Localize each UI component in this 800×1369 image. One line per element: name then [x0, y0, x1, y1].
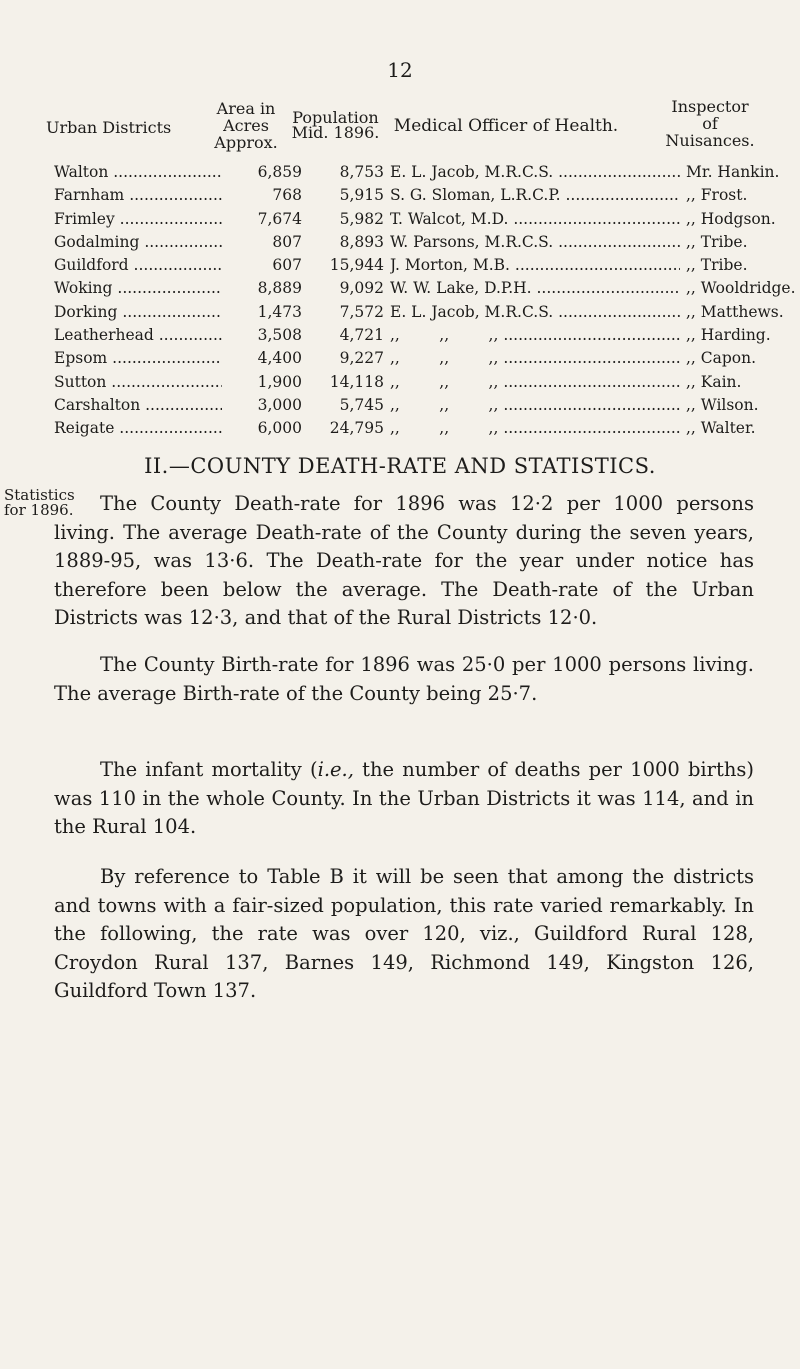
table-row — [54, 396, 784, 419]
district-cell: Reigate ..... — [54, 419, 222, 437]
area-cell: 6,000 — [257, 419, 302, 438]
district-cell: Godalming ..... — [54, 233, 222, 251]
inspector-cell: ,, Walter. — [686, 419, 756, 438]
population-cell: 7,572 — [339, 302, 384, 321]
area-cell: 1,473 — [257, 302, 302, 321]
area-cell: 3,000 — [257, 395, 302, 414]
medical-officer-cell: E. L. Jacob, M.R.C.S. ..... — [390, 163, 680, 181]
header-population-line: Mid. 1896. — [291, 123, 380, 142]
inspector-cell: ,, Capon. — [686, 349, 757, 368]
margin-note-line: for 1896. — [4, 501, 74, 519]
population-cell: 4,721 — [339, 326, 384, 345]
header-inspector-line: of — [702, 114, 718, 133]
area-cell: 7,674 — [257, 209, 302, 228]
table-row — [54, 163, 784, 186]
area-cell: 1,900 — [257, 372, 302, 391]
medical-officer-cell: E. L. Jacob, M.R.C.S. ..... — [390, 303, 680, 321]
population-cell: 9,092 — [339, 279, 384, 298]
paragraph-infant-mortality — [54, 756, 754, 842]
area-cell: 607 — [272, 256, 302, 275]
medical-officer-cell: S. G. Sloman, L.R.C.P. ..... — [390, 186, 680, 204]
district-cell: Guildford ..... — [54, 256, 222, 274]
table-row — [54, 186, 784, 209]
header-population — [288, 110, 383, 140]
paragraph-death-rate: The County Death-rate for 1896 was 12·2 per 1000 persons living. The average Death-rate of the County during the seven years, 1889-95, was 13·6. The Death-rate for the year under notice has therefore been below the average. The Death-rate of the Urban Districts was 12·3, and that of the Rural Districts 12·0. — [54, 492, 754, 630]
inspector-cell: ,, Frost. — [686, 186, 748, 205]
district-cell: Epsom ..... — [54, 349, 222, 367]
inspector-cell: ,, Wilson. — [686, 395, 759, 414]
population-cell: 15,944 — [329, 256, 384, 275]
district-cell: Sutton ..... — [54, 373, 222, 391]
population-cell: 9,227 — [339, 349, 384, 368]
inspector-cell: ,, Tribe. — [686, 232, 748, 251]
inspector-cell: ,, Matthews. — [686, 302, 784, 321]
population-cell: 5,915 — [339, 186, 384, 205]
population-cell: 24,795 — [329, 419, 384, 438]
header-population-line: Population — [292, 108, 379, 127]
header-inspector-line: Nuisances. — [665, 131, 755, 150]
area-cell: 3,508 — [257, 326, 302, 345]
header-area — [196, 100, 296, 151]
page-number: 12 — [387, 58, 413, 82]
paragraph-table-b: By reference to Table B it will be seen that among the districts and towns with a fair-sized population, this rate varied remarkably. In the following, the rate was over 120, viz., Guildford Rural 128, Croydon Rural 137, Barnes 149, Richmond 149, Kingston 126, Guildford Town 137. — [54, 865, 754, 1003]
district-cell: Leatherhead ..... — [54, 326, 222, 344]
population-cell: 5,745 — [339, 395, 384, 414]
medical-officer-cell: W. Parsons, M.R.C.S. ..... — [390, 233, 680, 251]
table-row — [54, 303, 784, 326]
population-cell: 8,893 — [339, 232, 384, 251]
medical-officer-cell: W. W. Lake, D.P.H. ..... — [390, 279, 680, 297]
p3-text-start: The infant mortality ( — [100, 758, 318, 781]
population-cell: 5,982 — [339, 209, 384, 228]
area-cell: 8,889 — [257, 279, 302, 298]
inspector-cell: Mr. Hankin. — [686, 163, 780, 181]
district-cell: Woking ..... — [54, 279, 222, 297]
p3-italic: i.e., — [317, 758, 354, 781]
medical-officer-cell: ,, ,, ,, ..... — [390, 349, 680, 367]
paragraph-birth-rate: The County Birth-rate for 1896 was 25·0 per 1000 persons living. The average Birth-rate of the County being 25·7. — [54, 653, 754, 705]
medical-officer-cell: ,, ,, ,, ..... — [390, 396, 680, 414]
district-cell: Dorking ..... — [54, 303, 222, 321]
area-cell: 768 — [272, 186, 302, 205]
medical-officer-cell: ,, ,, ,, ..... — [390, 419, 680, 437]
section-title: II.—COUNTY DEATH-RATE AND STATISTICS. — [144, 454, 656, 478]
inspector-cell: ,, Hodgson. — [686, 209, 776, 228]
table-row — [54, 210, 784, 233]
area-cell: 807 — [272, 232, 302, 251]
district-cell: Farnham ..... — [54, 186, 222, 204]
district-cell: Carshalton ..... — [54, 396, 222, 414]
header-area-line: Approx. — [214, 133, 278, 152]
inspector-cell: ,, Kain. — [686, 372, 742, 391]
inspector-cell: ,, Tribe. — [686, 256, 748, 275]
medical-officer-cell: J. Morton, M.B. ..... — [390, 256, 680, 274]
table-row — [54, 326, 784, 349]
district-cell: Walton ..... — [54, 163, 222, 181]
area-cell: 6,859 — [257, 163, 302, 181]
header-medical-officer: Medical Officer of Health. — [393, 116, 619, 136]
p3-text-end: the number of deaths per 1000 births) was 110 in the whole County. In the Urban Districts it was 114, and in the Rural 104. — [54, 758, 754, 839]
table-row — [54, 373, 784, 396]
inspector-cell: ,, Harding. — [686, 326, 771, 345]
margin-note-line: Statistics — [4, 486, 75, 504]
population-cell: 8,753 — [339, 163, 384, 181]
table-row — [54, 279, 796, 302]
header-urban-districts: Urban Districts — [46, 118, 172, 137]
districts-table — [54, 163, 796, 443]
table-row — [54, 233, 784, 256]
table-row — [54, 256, 784, 279]
area-cell: 4,400 — [257, 349, 302, 368]
header-inspector-line: Inspector — [671, 97, 749, 116]
population-cell: 14,118 — [329, 372, 384, 391]
district-cell: Frimley ..... — [54, 210, 222, 228]
header-area-line: Acres — [223, 116, 269, 135]
medical-officer-cell: T. Walcot, M.D. ..... — [390, 210, 680, 228]
table-row — [54, 349, 784, 372]
table-row — [54, 419, 784, 442]
header-inspector — [645, 98, 775, 149]
header-area-line: Area in — [216, 99, 276, 118]
medical-officer-cell: ,, ,, ,, ..... — [390, 373, 680, 391]
medical-officer-cell: ,, ,, ,, ..... — [390, 326, 680, 344]
inspector-cell: ,, Wooldridge. — [686, 279, 796, 298]
